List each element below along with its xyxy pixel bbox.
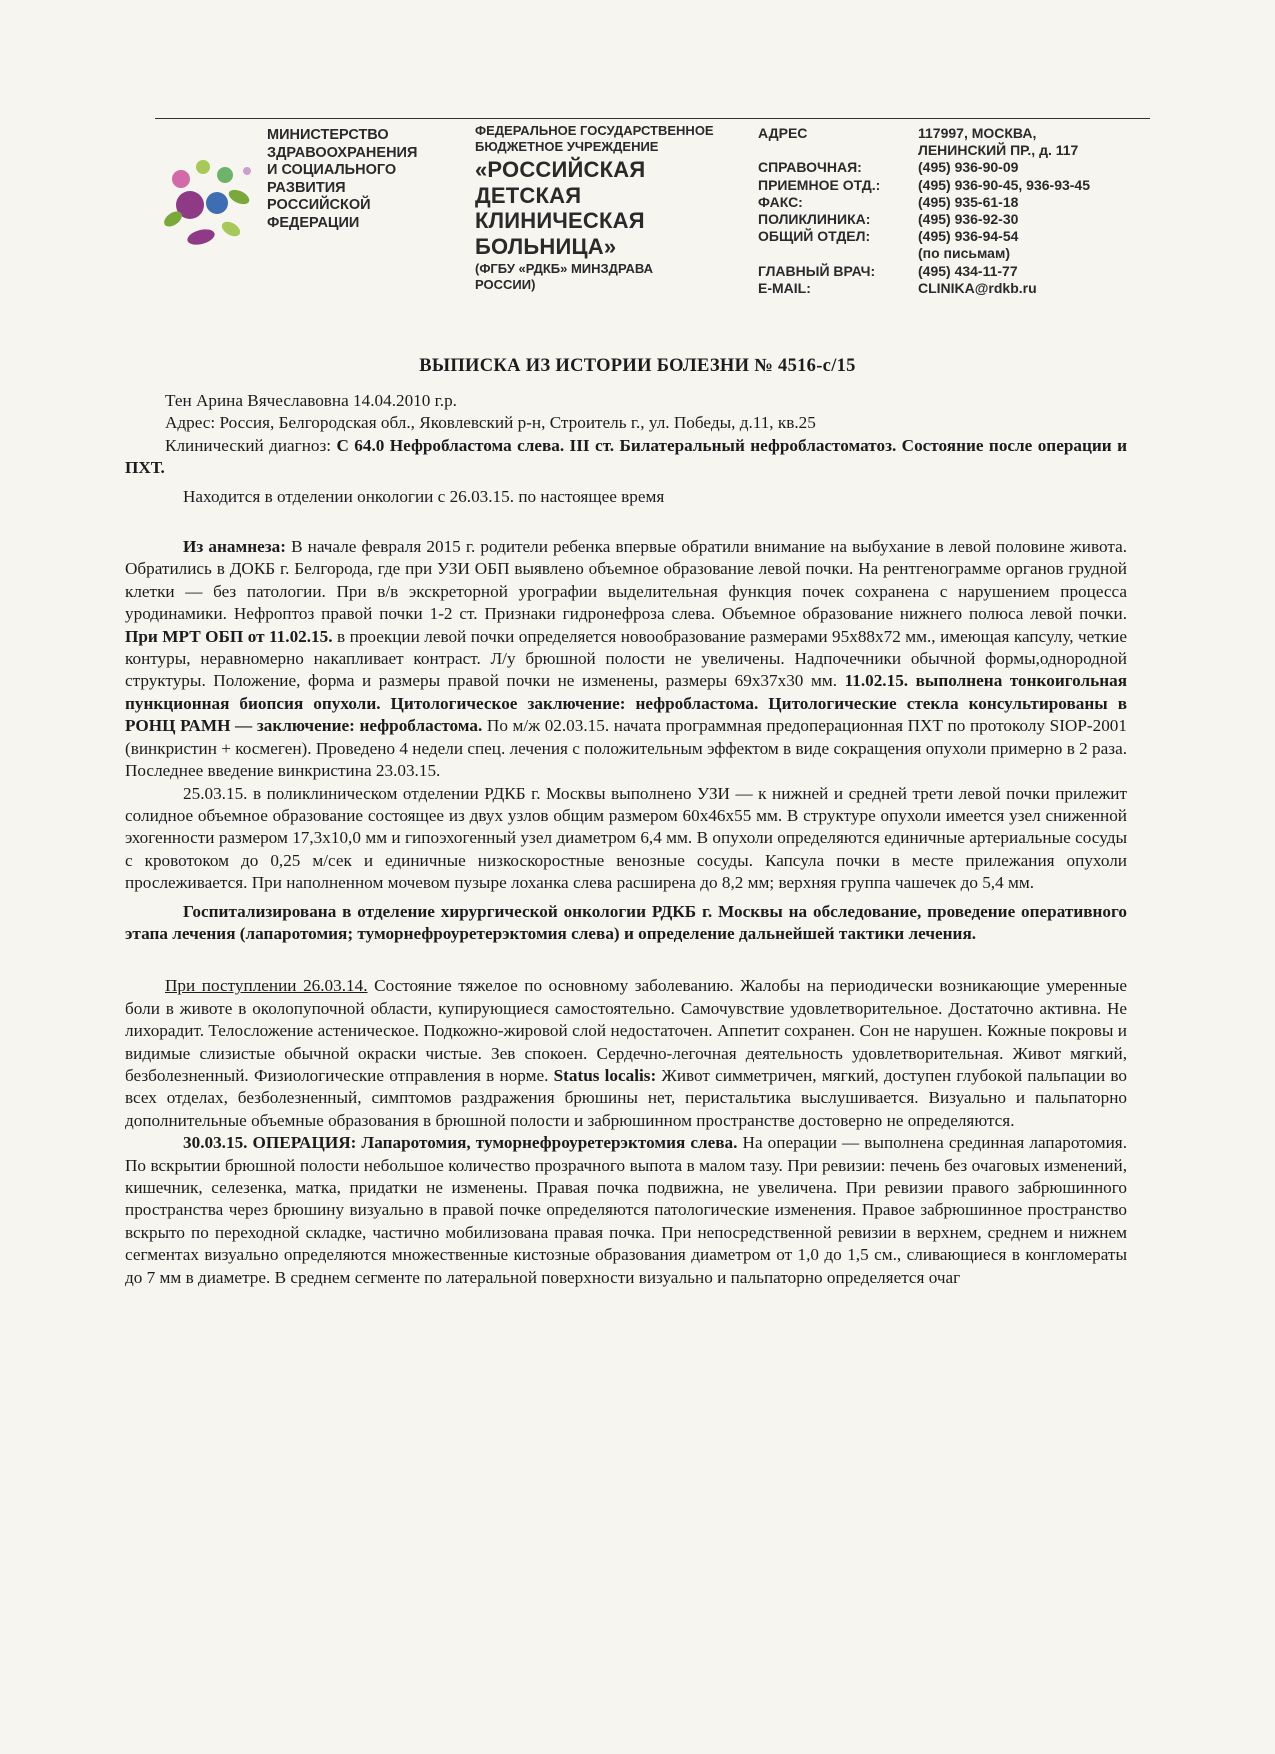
admission-label: При поступлении 26.03.14. — [165, 976, 368, 996]
institution-type-line: БЮДЖЕТНОЕ УЧРЕЖДЕНИЕ — [475, 138, 659, 154]
patient-name: Тен Арина Вячеславовна 14.04.2010 г.р. — [165, 391, 457, 410]
contact-row — [758, 211, 1158, 228]
admission-text-2: Живот симметричен, мягкий, доступен глубокой пальпации во всех отделах, безболезненный, симптомов раздражения брюшины нет, перистальтика выслушивается. Визуально и пальпаторно дополнительные объемные образования в брюшной полости и забрюшинном пространстве достоверно не определяются. — [125, 1065, 1127, 1130]
admission-text-1: Состояние тяжелое по основному заболеванию. Жалобы на периодически возникающие умеренные боли в животе в околопупочной области, купирующиеся самостоятельно. Самочувствие удовлетворительное. Достаточно активна. Не лихорадит. Телосложение астеническое. Подкожно-жировой слой недостаточен. Аппетит сохранен. Сон не нарушен. Кожные покровы и видимые слизистые обычной окраски чистые. Зев спокоен. Сердечно-легочная деятельность удовлетворительная. Живот мягкий, безболезненный. Физиологические отправления в норме. — [125, 976, 1127, 1085]
document-body — [125, 390, 1127, 1289]
contact-row — [758, 245, 1158, 262]
contact-label: ПРИЕМНОЕ ОТД.: — [758, 176, 881, 193]
contact-row — [758, 263, 1158, 280]
operation-text: На операции — выполнена срединная лапаротомия. По вскрытии брюшной полости небольшое количество прозрачного выпота в малом тазу. При ревизии: печень без очаговых изменений, кишечник, селезенка, матка, придатки не изменены. Правая почка подвижна, не увеличена. При ревизии правого забрюшинного пространства через брюшину визуально в правой почке определяются патологические изменения. Правое забрюшинное пространство вскрыто по переходной складке, частично мобилизована правая почка. При непосредственной ревизии в верхнем, среднем и нижнем сегментах визуально определяются множественные кистозные образования диаметром от 1,0 до 1,5 см., сливающиеся в конгломераты до 7 мм в диаметре. В среднем сегменте по латеральной поверхности визуально и пальпаторно определяется очаг — [125, 1133, 1128, 1287]
document-title: ВЫПИСКА ИЗ ИСТОРИИ БОЛЕЗНИ № 4516-с/15 — [419, 356, 856, 376]
contact-label: ФАКС: — [758, 193, 803, 210]
anamnesis-text-1: В начале февраля 2015 г. родители ребенка впервые обратили внимание на выбухание в левой половине живота. Обратились в ДОКБ г. Белгорода, где при УЗИ ОБП выявлено объемное образование левой почки. На рентгенограмме органов грудной клетки — без патологии. При в/в экскреторной урографии выделительная функция почек сохранена с нарушением процесса уродинамики. Нефроптоз правой почки 1-2 ст. Признаки гидронефроза слева. Объемное образование нижнего полюса левой почки. — [125, 537, 1127, 624]
hospitalization-text: Госпитализирована в отделение хирургической онкологии РДКБ г. Москвы на обследование, проведение оперативного этапа лечения (лапаротомия; туморнефроуретерэктомия слева) и определение дальнейшей тактики лечения. — [125, 901, 1127, 943]
contact-label: СПРАВОЧНАЯ: — [758, 159, 862, 176]
patient-address: Адрес: Россия, Белгородская обл., Яковлевский р-н, Строитель г., ул. Победы, д.11, кв.25 — [165, 413, 816, 433]
operation-label: 30.03.15. ОПЕРАЦИЯ: Лапаротомия, туморнефроуретерэктомия слева. — [183, 1133, 738, 1153]
contact-row — [758, 125, 1158, 142]
ministry-line: И СОЦИАЛЬНОГО — [267, 162, 397, 178]
institution-name-line: БОЛЬНИЦА» — [475, 233, 617, 259]
contact-row — [758, 280, 1158, 297]
contact-value: (495) 935-61-18 — [918, 193, 1019, 210]
anamnesis-label: Из анамнеза: — [183, 537, 286, 557]
institution-name-line: ДЕТСКАЯ — [475, 182, 582, 208]
contact-value: (495) 936-92-30 — [918, 211, 1019, 228]
contact-value: (по письмам) — [918, 245, 1010, 262]
ministry-line: МИНИСТЕРСТВО — [267, 127, 389, 143]
contact-value: ЛЕНИНСКИЙ ПР., д. 117 — [918, 142, 1079, 159]
email-value: CLINIKA@rdkb.ru — [918, 279, 1037, 296]
anamnesis-paragraph — [125, 536, 1127, 782]
contact-value: (495) 434-11-77 — [918, 262, 1018, 279]
ministry-line: РАЗВИТИЯ — [267, 179, 346, 196]
contact-row — [758, 177, 1158, 194]
contact-label: E-MAIL: — [758, 279, 811, 296]
anamnesis-text-2: в проекции левой почки определяется новообразование размерами 95х88х72 мм., имеющая капсулу, четкие контуры, неравномерно накапливает контраст. Л/у брюшной полости не увеличены. Надпочечники обычной формы,однородной структуры. Положение, форма и размеры правой почки не изменены, размеры 69х37х30 мм. — [125, 626, 1127, 691]
institution-block — [475, 123, 715, 293]
anamnesis-text-3: По м/ж 02.03.15. начата программная предоперационная ПХТ по протоколу SIOP-2001 (винкристин + космеген). Проведено 4 недели спец. лечения с положительным эффектом в виде сокращения опухоли примерно в 2 раза. Последнее введение винкристина 23.03.15. — [125, 716, 1127, 781]
diagnosis-label: Клинический диагноз: — [165, 435, 337, 455]
ministry-line: ЗДРАВООХРАНЕНИЯ — [267, 144, 418, 161]
ministry-block — [267, 127, 452, 232]
contact-label — [758, 142, 918, 159]
institution-name — [475, 157, 715, 259]
contact-value: (495) 936-90-45, 936-93-45 — [918, 176, 1091, 193]
institution-type — [475, 123, 715, 154]
ministry-line: ФЕДЕРАЦИИ — [267, 214, 360, 231]
institution-abbr-line: РОССИИ) — [475, 277, 536, 292]
ministry-line: РОССИЙСКОЙ — [267, 197, 371, 213]
department-stay: Находится в отделении онкологии с 26.03.15. по настоящее время — [183, 486, 665, 506]
contact-label: ГЛАВНЫЙ ВРАЧ: — [758, 262, 876, 279]
contact-value: (495) 936-94-54 — [918, 228, 1019, 245]
hospital-logo — [155, 145, 265, 265]
contact-row — [758, 142, 1158, 159]
institution-abbr-line: (ФГБУ «РДКБ» МИНЗДРАВА — [475, 261, 653, 276]
institution-type-line: ФЕДЕРАЛЬНОЕ ГОСУДАРСТВЕННОЕ — [475, 123, 714, 138]
status-localis-label: Status localis: — [553, 1065, 657, 1085]
institution-abbr — [475, 261, 715, 293]
contact-row — [758, 159, 1158, 176]
contact-label: АДРЕС — [758, 125, 808, 141]
contact-label: ПОЛИКЛИНИКА: — [758, 211, 871, 228]
mrt-label: При МРТ ОБП от 11.02.15. — [125, 626, 333, 646]
contact-row — [758, 194, 1158, 211]
institution-name-line: «РОССИЙСКАЯ — [475, 157, 646, 182]
biopsy-conclusion: 11.02.15. выполнена тонкоигольная пункционная биопсия опухоли. Цитологическое заключение: нефробластома. Цитологические стекла консультированы в РОНЦ РАМН — заключение: нефробластома. — [125, 671, 1128, 736]
contact-row — [758, 228, 1158, 245]
hospitalization-paragraph — [125, 901, 1127, 946]
clinical-diagnosis — [125, 435, 1127, 480]
contact-value: (495) 936-90-09 — [918, 159, 1019, 176]
ultrasound-paragraph: 25.03.15. в поликлиническом отделении РДКБ г. Москвы выполнено УЗИ — к нижней и средней трети левой почки прилежит солидное объемное образование состоящее из двух узлов общим размером 60х46х55 мм. В структуре опухоли имеется узел сниженной эхогенности размером 17,3х10,0 мм и гипоэхогенный узел диаметром 6,4 мм. В опухоли определяются единичные артериальные сосуды с кровотоком до 0,25 м/сек и единичные низкоскоростные венозные сосуды. Капсула почки в месте прилежания опухоли прослеживается. При наполненном мочевом пузыре лоханка слева расширена до 8,2 мм; верхняя группа чашечек до 5,4 мм. — [125, 783, 1127, 893]
contact-label: ОБЩИЙ ОТДЕЛ: — [758, 228, 871, 245]
operation-paragraph — [125, 1132, 1127, 1289]
contact-value: 117997, МОСКВА, — [918, 125, 1037, 141]
contact-label — [758, 245, 918, 262]
institution-name-line: КЛИНИЧЕСКАЯ — [475, 208, 645, 233]
diagnosis-text: С 64.0 Нефробластома слева. III ст. Билатеральный нефробластоматоз. Состояние после операции и ПХТ. — [125, 435, 1127, 478]
contacts-block — [758, 125, 1158, 297]
letterhead — [155, 118, 1150, 314]
admission-paragraph — [125, 975, 1127, 1132]
